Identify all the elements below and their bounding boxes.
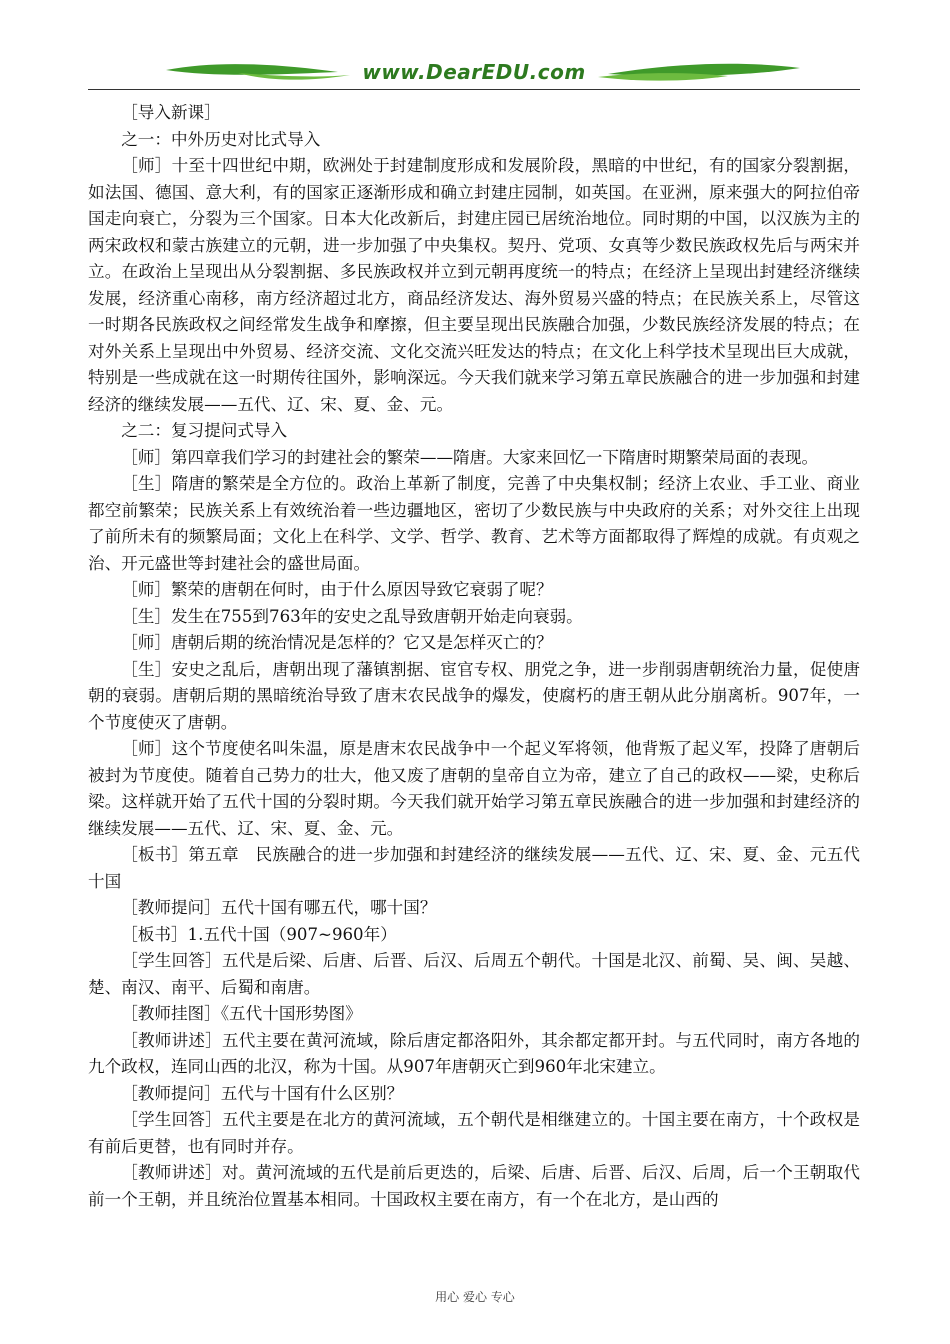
paragraph: ［生］隋唐的繁荣是全方位的。政治上革新了制度，完善了中央集权制；经济上农业、手工业、商业都空前繁荣；民族关系上有效统治着一些边疆地区，密切了少数民族与中央政府的关系；对外交往上出现了前所未有的频繁局面；文化上在科学、文学、哲学、教育、艺术等方面都取得了辉煌的成就。有贞观之治、开元盛世等封建社会的盛世局面。 xyxy=(88,474,860,573)
paragraph: ［师］这个节度使名叫朱温，原是唐末农民战争中一个起义军将领，他背叛了起义军，投降了唐朝后被封为节度使。随着自己势力的壮大，他又废了唐朝的皇帝自立为帝，建立了自己的政权——梁，史称后梁。这样就开始了五代十国的分裂时期。今天我们就开始学习第五章民族融合的进一步加强和封建经济的继续发展——五代、辽、宋、夏、金、元。 xyxy=(88,739,860,838)
paragraph: ［师］第四章我们学习的封建社会的繁荣——隋唐。大家来回忆一下隋唐时期繁荣局面的表现。 xyxy=(121,447,819,467)
header-rule xyxy=(88,89,860,90)
document-body xyxy=(88,100,860,1213)
paragraph: ［板书］1.五代十国（907~960年） xyxy=(121,924,397,944)
paragraph: ［教师挂图］《五代十国形势图》 xyxy=(121,1004,362,1023)
page-footer: 用心 爱心 专心 xyxy=(435,1290,515,1304)
section-heading: ［导入新课］ xyxy=(121,103,221,122)
paragraph: ［生］安史之乱后，唐朝出现了藩镇割据、宦官专权、朋党之争，进一步削弱唐朝统治力量，促使唐朝的衰弱。唐朝后期的黑暗统治导致了唐末农民战争的爆发，使腐朽的唐王朝从此分崩离析。907年，一个节度使灭了唐朝。 xyxy=(88,659,860,732)
paragraph: ［师］唐朝后期的统治情况是怎样的？它又是怎样灭亡的？ xyxy=(121,633,553,652)
paragraph: ［学生回答］五代主要是在北方的黄河流域，五个朝代是相继建立的。十国主要在南方，十个政权是有前后更替，也有同时并存。 xyxy=(88,1110,860,1156)
paragraph: ［师］繁荣的唐朝在何时，由于什么原因导致它衰弱了呢？ xyxy=(121,580,553,599)
subheading: 之二：复习提问式导入 xyxy=(121,421,288,440)
page-header xyxy=(88,56,860,96)
subheading: 之一：中外历史对比式导入 xyxy=(121,129,321,149)
paragraph: ［教师提问］五代与十国有什么区别？ xyxy=(121,1083,404,1103)
paragraph: ［学生回答］五代是后梁、后唐、后晋、后汉、后周五个朝代。十国是北汉、前蜀、吴、闽、吴越、楚、南汉、南平、后蜀和南唐。 xyxy=(88,951,860,997)
paragraph: ［师］十至十四世纪中期，欧洲处于封建制度形成和发展阶段，黑暗的中世纪，有的国家分裂割据，如法国、德国、意大利，有的国家正逐渐形成和确立封建庄园制，如英国。在亚洲，原来强大的阿拉伯帝国走向衰亡，分裂为三个国家。日本大化改新后，封建庄园已居统治地位。同时期的中国，以汉族为主的两宋政权和蒙古族建立的元朝，进一步加强了中央集权。契丹、党项、女真等少数民族政权先后与两宋并立。在政治上呈现出从分裂割据、多民族政权并立到元朝再度统一的特点；在经济上呈现出封建经济继续发展，经济重心南移，南方经济超过北方，商品经济发达、海外贸易兴盛的特点；在民族关系上，尽管这一时期各民族政权之间经常发生战争和摩擦，但主要呈现出民族融合加强，少数民族经济发展的特点；在对外关系上呈现出中外贸易、经济交流、文化交流兴旺发达的特点；在文化上科学技术呈现出巨大成就，特别是一些成就在这一时期传往国外，影响深远。今天我们就来学习第五章民族融合的进一步加强和封建经济的继续发展——五代、辽、宋、夏、金、元。 xyxy=(88,156,860,414)
paragraph: ［板书］第五章 民族融合的进一步加强和封建经济的继续发展——五代、辽、宋、夏、金、元五代十国 xyxy=(88,845,860,891)
paragraph: ［教师讲述］对。黄河流域的五代是前后更迭的，后梁、后唐、后晋、后汉、后周，后一个王朝取代前一个王朝，并且统治位置基本相同。十国政权主要在南方，有一个在北方，是山西的 xyxy=(88,1163,860,1209)
paragraph: ［教师提问］五代十国有哪五代，哪十国？ xyxy=(121,898,437,917)
site-name[interactable]: www.DearEDU.com xyxy=(362,60,586,84)
paragraph: ［教师讲述］五代主要在黄河流域，除后唐定都洛阳外，其余都定都开封。与五代同时，南方各地的九个政权，连同山西的北汉，称为十国。从907年唐朝灭亡到960年北宋建立。 xyxy=(88,1030,860,1076)
paragraph: ［生］发生在755到763年的安史之乱导致唐朝开始走向衰弱。 xyxy=(121,606,583,626)
